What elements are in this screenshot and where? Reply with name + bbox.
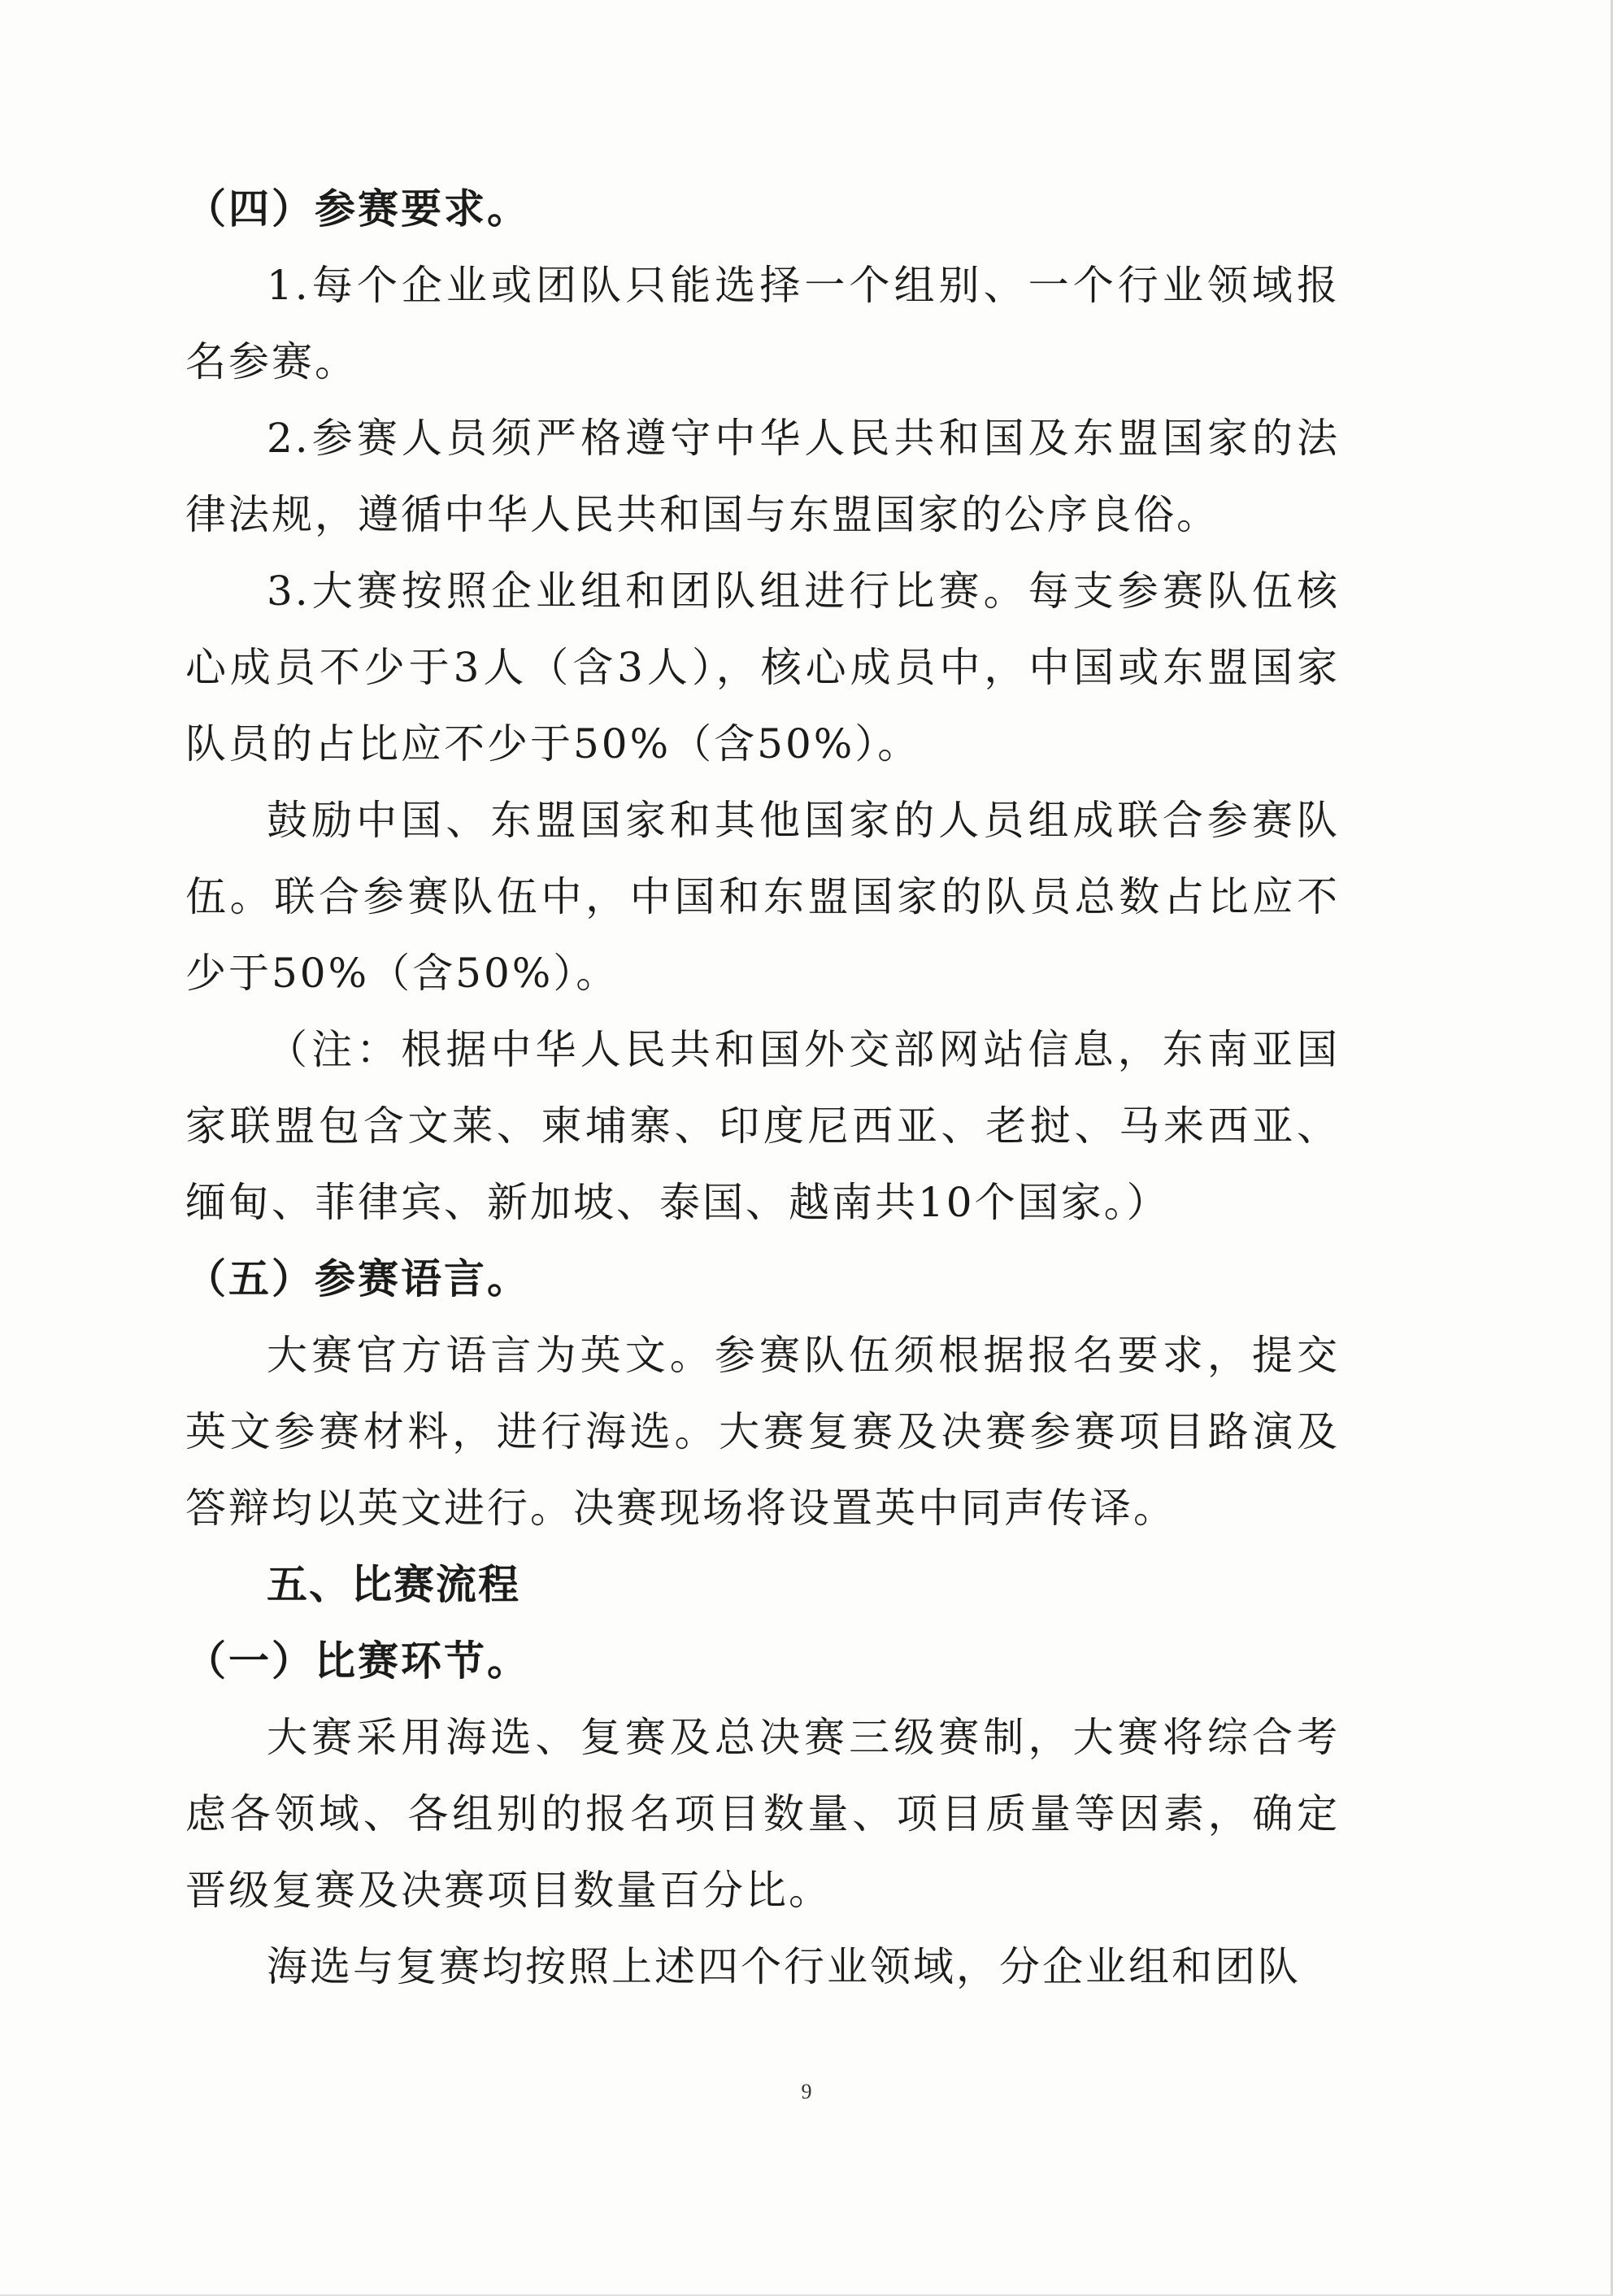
paragraph-asean-note: （注：根据中华人民共和国外交部网站信息，东南亚国家联盟包含文莱、柬埔寨、印度尼西亚、老挝、马来西亚、缅甸、菲律宾、新加坡、泰国、越南共10个国家。）	[185, 1026, 1340, 1226]
paragraph-requirement-3: 3.大赛按照企业组和团队组进行比赛。每支参赛队伍核心成员不少于3人（含3人），核心成员中，中国或东盟国家队员的占比应不少于50%（含50%）。	[185, 567, 1340, 768]
heading-participation-requirements: （四）参赛要求。	[185, 185, 530, 233]
section-competition-process: 五、比赛流程	[267, 1561, 520, 1608]
paragraph-joint-teams: 鼓励中国、东盟国家和其他国家的人员组成联合参赛队伍。联合参赛队伍中，中国和东盟国家的队员总数占比应不少于50%（含50%）。	[185, 797, 1340, 997]
document-body	[185, 171, 1340, 2005]
page-number: 9	[801, 2080, 812, 2103]
heading-competition-stages: （一）比赛环节。	[185, 1637, 530, 1685]
paragraph-requirement-1: 1.每个企业或团队只能选择一个组别、一个行业领域报名参赛。	[185, 262, 1340, 385]
paragraph-three-stage-system: 大赛采用海选、复赛及总决赛三级赛制，大赛将综合考虑各领域、各组别的报名项目数量、项目质量等因素，确定晋级复赛及决赛项目数量百分比。	[185, 1714, 1340, 1914]
heading-competition-language: （五）参赛语言。	[185, 1255, 530, 1302]
paragraph-requirement-2: 2.参赛人员须严格遵守中华人民共和国及东盟国家的法律法规，遵循中华人民共和国与东盟国家的公序良俗。	[185, 415, 1340, 538]
paragraph-official-language: 大赛官方语言为英文。参赛队伍须根据报名要求，提交英文参赛材料，进行海选。大赛复赛及决赛参赛项目路演及答辩均以英文进行。决赛现场将设置英中同声传译。	[185, 1332, 1340, 1532]
paragraph-preliminary-rounds: 海选与复赛均按照上述四个行业领域，分企业组和团队	[267, 1943, 1301, 1990]
